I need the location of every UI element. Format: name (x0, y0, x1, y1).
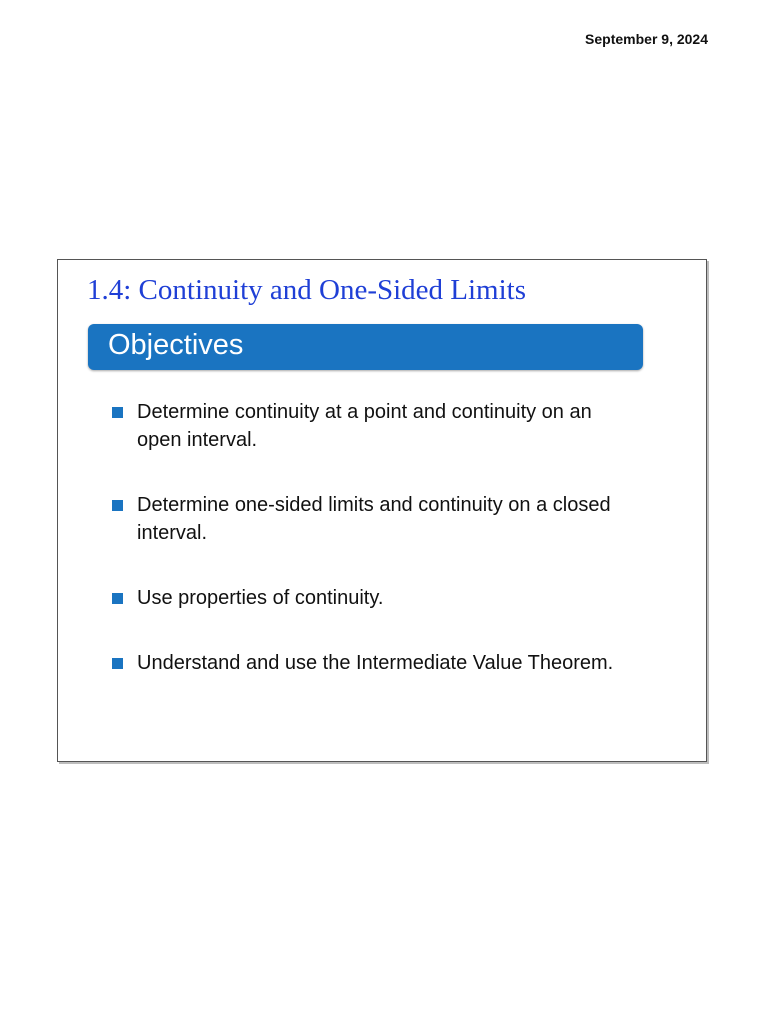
objective-item (112, 491, 632, 547)
objective-item (112, 398, 632, 454)
square-bullet-icon (112, 593, 123, 604)
objective-text: Understand and use the Intermediate Value Theorem. (137, 652, 614, 674)
square-bullet-icon (112, 407, 123, 418)
square-bullet-icon (112, 500, 123, 511)
objectives-heading: Objectives (108, 329, 244, 361)
slide-title: 1.4: Continuity and One-Sided Limits (87, 274, 527, 306)
objective-item (112, 649, 632, 677)
objective-item (112, 584, 632, 612)
objectives-header-bar (88, 324, 643, 370)
square-bullet-icon (112, 658, 123, 669)
objective-text: Determine continuity at a point and continuity on an open interval. (137, 401, 592, 451)
page-date: September 9, 2024 (585, 31, 708, 47)
objectives-list (112, 398, 632, 714)
objective-text: Use properties of continuity. (137, 587, 384, 609)
slide-frame (57, 259, 707, 762)
objective-text: Determine one-sided limits and continuity on a closed interval. (137, 494, 611, 544)
